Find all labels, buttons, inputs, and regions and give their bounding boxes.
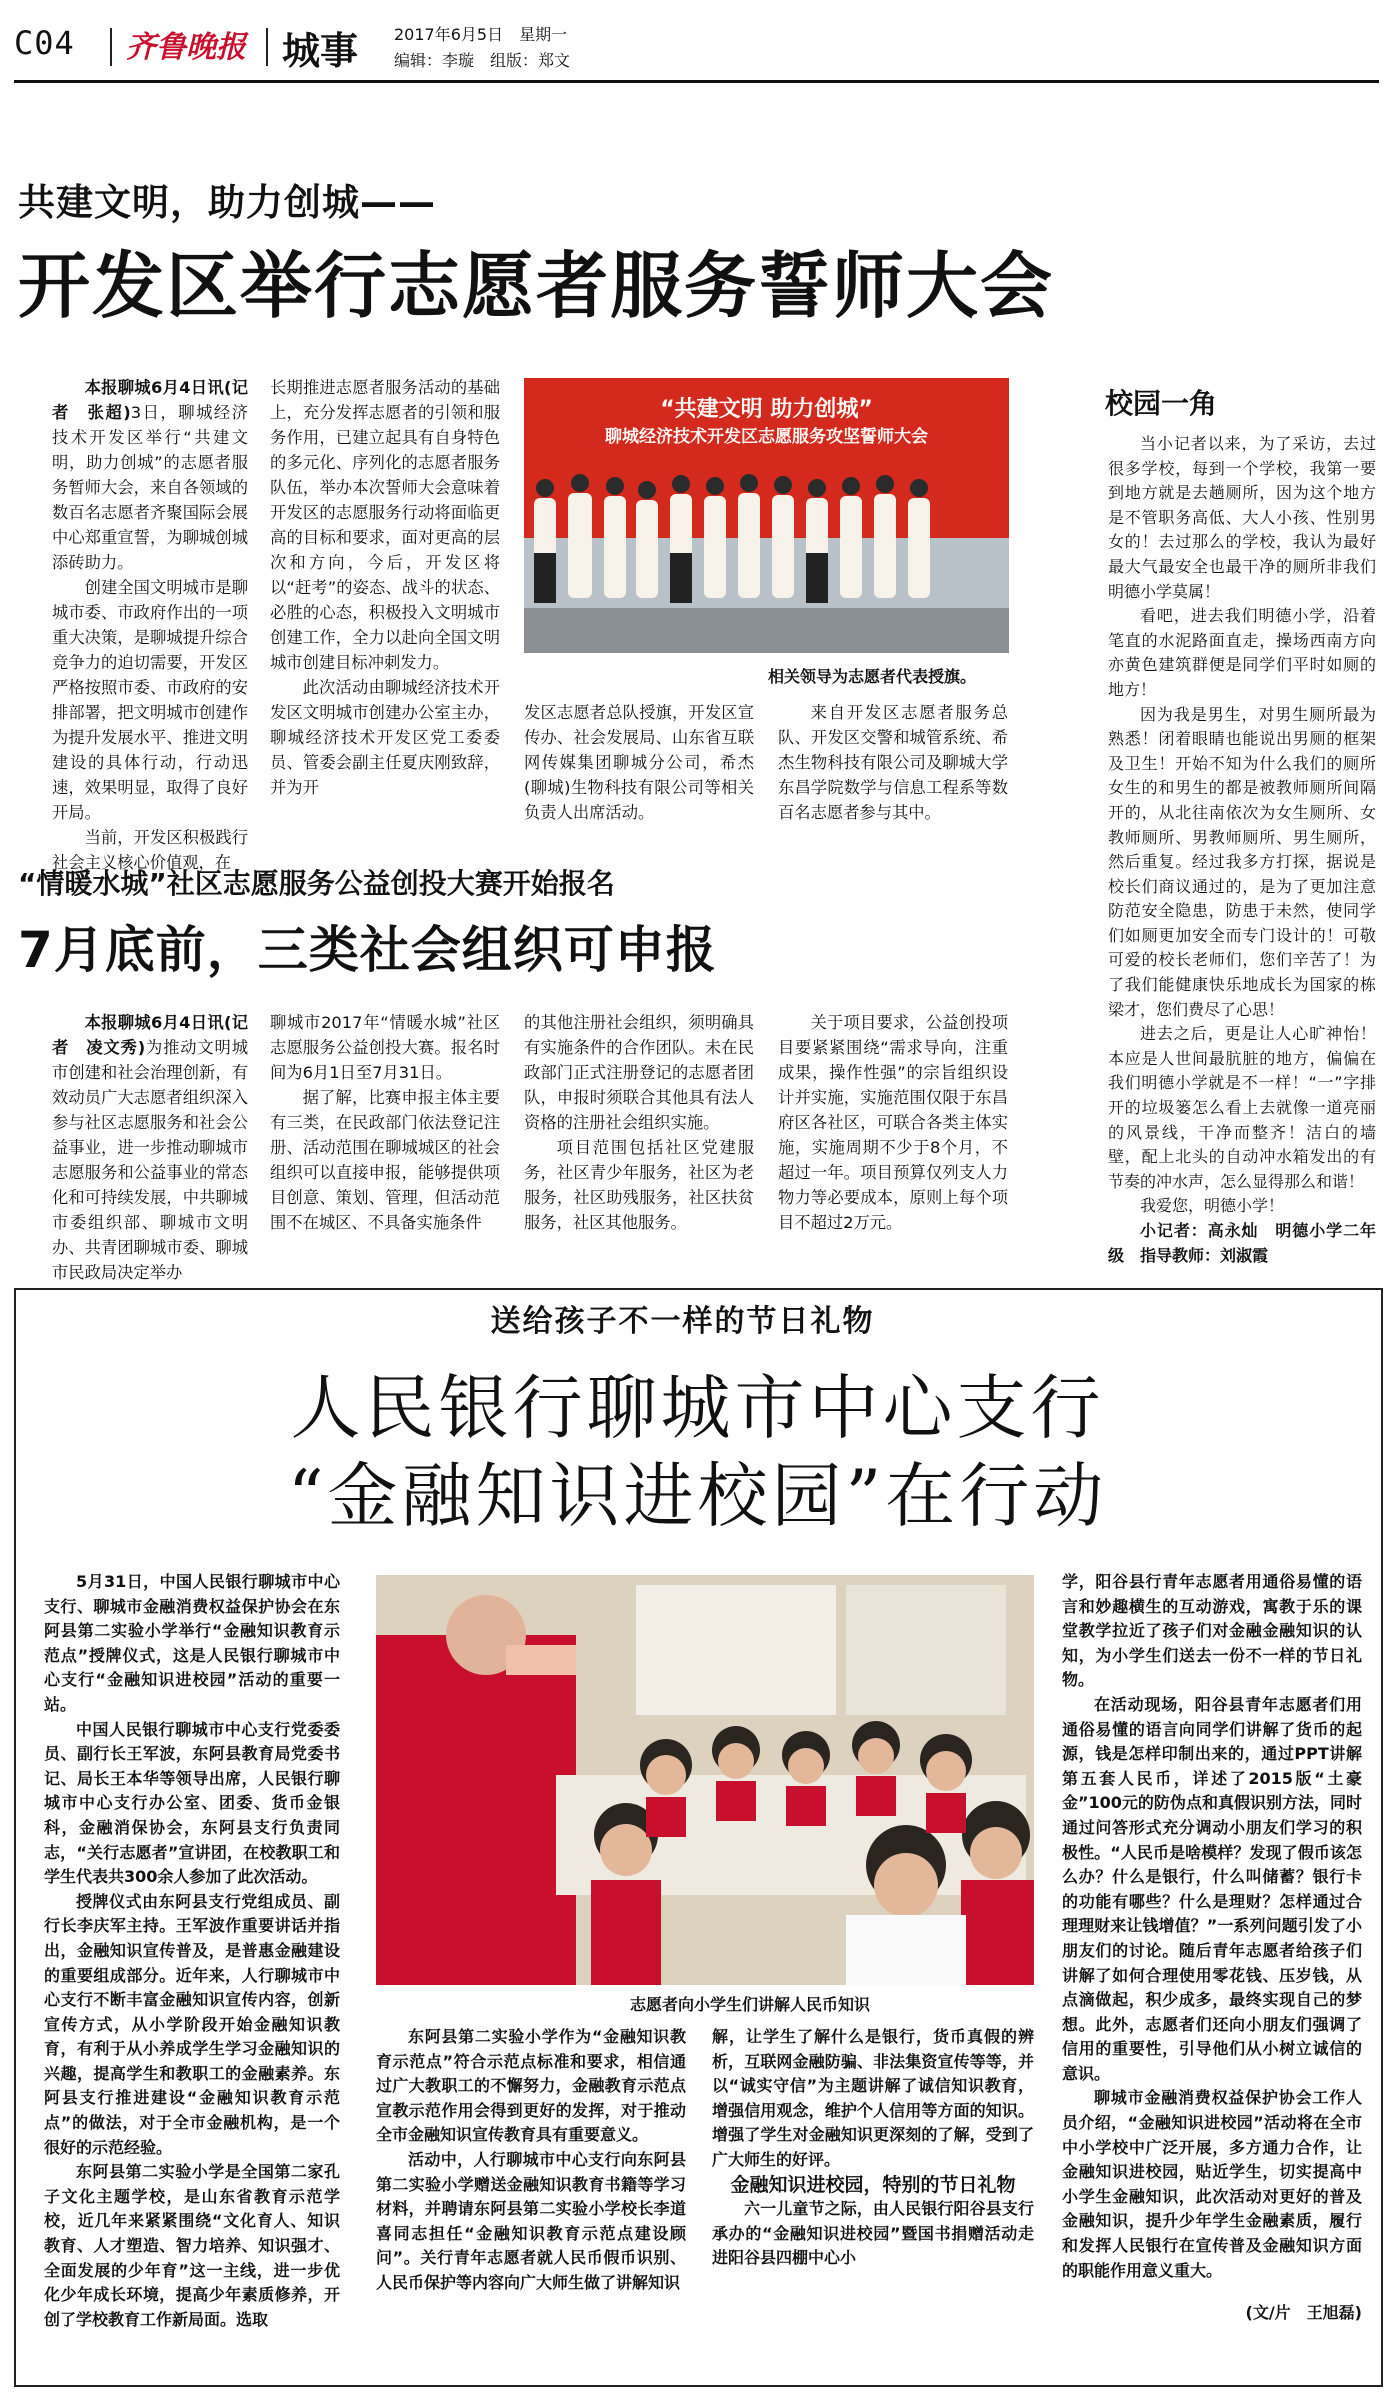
bank-feature-para: 中国人民银行聊城市中心支行党委委员、副行长王军波，东阿县教育局党委书记、局长王本华等领导出席，人民银行聊城市中心支行办公室、团委、货币金银科，金融消保协会，东阿县支行负责同志，“关行志愿者”宣讲团，在校教职工和学生代表共300余人参加了此次活动。 — [44, 1719, 340, 1887]
bank-feature-para: 5月31日，中国人民银行聊城市中心支行、聊城市金融消费权益保护协会在东阿县第二实验小学举行“金融知识教育示范点”授牌仪式，这是人民银行聊城市中心支行“金融知识进校园”活动的重要一站。 — [44, 1572, 340, 1714]
story2-column-3 — [524, 1010, 754, 1235]
divider — [266, 28, 268, 66]
bank-feature-para: 活动中，人行聊城市中心支行向东阿县第二实验小学赠送金融知识教育书籍等学习材料，并聘请东阿县第二实验小学校长李道喜同志担任“金融知识教育示范点建设顾问”。关行青年志愿者就人民币假币识别、人民币保护等内容向广大师生做了讲解知识 — [376, 2149, 686, 2292]
story1-photo-caption: 相关领导为志愿者代表授旗。 — [768, 667, 977, 686]
section-name: 城事 — [282, 29, 359, 73]
story1-kicker: 共建文明，助力创城—— — [18, 181, 436, 224]
bank-feature-para: 学，阳谷县行青年志愿者用通俗易懂的语言和妙趣横生的互动游戏，寓教于乐的课堂教学拉近了孩子们对金融金融知识的认知，为小学生们送去一份不一样的节日礼物。 — [1062, 1572, 1362, 1690]
story2-kicker: “情暖水城”社区志愿服务公益创投大赛开始报名 — [18, 867, 615, 900]
page-header — [14, 18, 1379, 76]
bank-feature-kicker: 送给孩子不一样的节日礼物 — [490, 1304, 875, 1339]
bank-feature-photo — [376, 1575, 1034, 1985]
bank-feature-photo-caption: 志愿者向小学生们讲解人民币知识 — [630, 1995, 871, 2014]
page-number: C04 — [14, 24, 75, 62]
bank-feature-byline: (文/片 王旭磊) — [1245, 2303, 1362, 2323]
divider — [110, 28, 112, 66]
editor-credits: 编辑：李璇 组版：郑文 — [394, 51, 571, 70]
story1-column-3 — [524, 700, 754, 825]
story1-dateline: 本报聊城6月4日讯(记者 张超) — [52, 378, 248, 422]
bank-feature-title-line1: 人民银行聊城市中心支行 — [290, 1367, 1105, 1449]
story2-para: 聊城市2017年“情暖水城”社区志愿服务公益创投大赛。报名时间为6月1日至7月31日。 — [270, 1013, 500, 1082]
story2-column-1 — [52, 1010, 248, 1285]
header-rule — [14, 80, 1379, 83]
sidebar-para: 进去之后，更是让人心旷神怡！本应是人世间最肮脏的地方，偏偏在我们明德小学就是不一样！“一”字排开的垃圾篓怎么看上去就像一道亮丽的风景线，干净而整齐！洁白的墙壁，配上北头的自动冲水箱发出的有节奏的冲水声，怎么显得那么和谐！ — [1108, 1024, 1376, 1191]
bank-feature-para: 授牌仪式由东阿县支行党组成员、副行长李庆军主持。王军波作重要讲话并指出，金融知识宣传普及，是普惠金融建设的重要组成部分。近年来，人行聊城市中心支行不断丰富金融知识宣传内容，创新宣传方式，从小学阶段开始金融知识教育，有利于从小养成学生学习金融知识的兴趣，提高学生和教职工的金融素养。东阿县支行推进建设“金融知识教育示范点”的做法，对于全市金融机构，是一个很好的示范经验。 — [44, 1891, 340, 2157]
bank-feature-column-4 — [1062, 1570, 1362, 2326]
story1-column-1 — [52, 375, 248, 875]
newspaper-logo: 齐鲁晚报 — [126, 30, 246, 65]
story1-photo — [524, 378, 1009, 653]
story2-dateline: 本报聊城6月4日讯(记者 凌文秀) — [52, 1013, 248, 1057]
story2-column-2 — [270, 1010, 500, 1235]
story1-para: 发区志愿者总队授旗，开发区宣传办、社会发展局、山东省互联网传媒集团聊城分公司，希杰(聊城)生物科技有限公司等相关负责人出席活动。 — [524, 703, 754, 822]
story1-para: 当前，开发区积极践行社会主义核心价值观，在 — [52, 828, 248, 872]
sidebar-para: 当小记者以来，为了采访，去过很多学校，每到一个学校，我第一要到地方就是去趟厕所，因为这个地方是不管职务高低、大人小孩、性别男女的！去过那么的学校，我认为最好最大气最安全也最干净的厕所非我们明德小学莫属！ — [1108, 434, 1376, 601]
sidebar-column — [1108, 432, 1376, 1268]
story2-para: 的其他注册社会组织，须明确具有实施条件的合作团队。未在民政部门正式注册登记的志愿者团队，申报时须联合其他具有法人资格的注册社会组织实施。 — [524, 1013, 754, 1132]
sidebar-para: 看吧，进去我们明德小学，沿着笔直的水泥路面直走，操场西南方向亦黄色建筑群便是同学们平时如厕的地方！ — [1108, 606, 1376, 699]
bank-feature-title-line2: “金融知识进校园”在行动 — [287, 1455, 1108, 1537]
bank-feature-para: 六一儿童节之际，由人民银行阳谷县支行承办的“金融知识进校园”暨国书捐赠活动走进阳谷县四棚中心小 — [712, 2199, 1034, 2268]
story2-para: 项目范围包括社区党建服务，社区青少年服务，社区为老服务，社区助残服务，社区扶贫服务，社区其他服务。 — [524, 1138, 754, 1232]
sidebar-title: 校园一角 — [1105, 387, 1218, 420]
bank-feature-subhead: 金融知识进校园，特别的节日礼物 — [730, 2173, 1016, 2196]
photo-banner-line2: 聊城经济技术开发区志愿服务攻坚誓师大会 — [605, 427, 928, 447]
story1-para: 来自开发区志愿者服务总队、开发区交警和城管系统、希杰生物科技有限公司及聊城大学东昌学院数学与信息工程系等数百名志愿者参与其中。 — [778, 703, 1008, 822]
story1-lead-para: 本报聊城6月4日讯(记者 张超)3日，聊城经济技术开发区举行“共建文明，助力创城”的志愿者服务暂师大会，来自各领域的数百名志愿者齐聚国际会展中心郑重宣誓，为聊城创城添砖助力。 — [52, 378, 248, 572]
bank-feature-column-2 — [376, 2025, 686, 2296]
bank-feature-para: 在活动现场，阳谷县青年志愿者们用通俗易懂的语言向同学们讲解了货币的起源，钱是怎样印制出来的，通过PPT讲解第五套人民币，详述了2015版“土豪金”100元的防伪点和真假识别方法，同时通过问答形式充分调动小朋友们学习的积极性。“人民币是啥模样？发现了假币该怎么办？什么是银行，什么叫储蓄？银行卡的功能有哪些？什么是理财？怎样通过合理理财来让钱增值？”一系列问题引发了小朋友们的讨论。随后青年志愿者给孩子们讲解了如何合理使用零花钱、压岁钱，从点滴做起，积少成多，最终实现自己的梦想。此外，志愿者们还向小朋友们强调了信用的重要性，引导他们从小树立诚信的意识。 — [1062, 1694, 1362, 2083]
classroom-image — [376, 1575, 1034, 1985]
bank-feature-para: 东阿县第二实验小学作为“金融知识教育示范点”符合示范点标准和要求，相信通过广大教职工的不懈努力，金融教育示范点宣教示范作用会得到更好的发挥，对于推动全市金融知识宣传教育具有重要意义。 — [376, 2027, 686, 2145]
story1-column-4 — [778, 700, 1008, 825]
story2-lead-para: 本报聊城6月4日讯(记者 凌文秀)为推动文明城市创建和社会治理创新，有效动员广大志愿者组织深入参与社区志愿服务和社会公益事业，进一步推动聊城市志愿服务和公益事业的常态化和可持续发展，中共聊城市委组织部、聊城市文明办、共青团聊城市委、聊城市民政局决定举办 — [52, 1013, 248, 1282]
bank-feature-column-1 — [44, 1570, 340, 2332]
sidebar-para: 因为我是男生，对男生厕所最为熟悉！闭着眼睛也能说出男厕的框架及卫生！开始不知为什么我们的厕所女生的和男生的都是被教师厕所间隔开的，从北往南依次为女生厕所、女教师厕所、男教师厕所、男生厕所，然后重复。经过我多方打探，据说是校长们商议通过的，是为了更加注意防范安全隐患，防患于未然，使同学们如厕更加安全而专门设计的！可敬可爱的校长老师们，您们辛苦了！为了我们能健康快乐地成长为国家的栋梁才，您们费尽了心思！ — [1108, 704, 1376, 1019]
sidebar-byline: 小记者：高永灿 明德小学二年级 指导教师：刘淑霞 — [1108, 1221, 1376, 1265]
story1-column-2 — [270, 375, 500, 800]
story2-column-4 — [778, 1010, 1008, 1235]
sidebar-para: 我爱您，明德小学！ — [1140, 1196, 1285, 1216]
story1-para: 此次活动由聊城经济技术开发区文明城市创建办公室主办，聊城经济技术开发区党工委委员、管委会副主任夏庆刚致辞，并为开 — [270, 678, 500, 797]
story2-para: 据了解，比赛申报主体主要有三类，在民政部门依法登记注册、活动范围在聊城城区的社会组织可以直接申报，能够提供项目创意、策划、管理，但活动范围不在城区、不具备实施条件 — [270, 1088, 500, 1232]
story1-headline: 开发区举行志愿者服务誓师大会 — [18, 244, 1055, 328]
story1-para: 创建全国文明城市是聊城市委、市政府作出的一项重大决策，是聊城提升综合竞争力的迫切需要，开发区严格按照市委、市政府的安排部署，把文明城市创建作为提升发展水平、推进文明建设的具体行动，行动迅速，效果明显，取得了良好开局。 — [52, 578, 248, 822]
bank-feature-para: 解，让学生了解什么是银行，货币真假的辨析，互联网金融防骗、非法集资宣传等等，并以“诚实守信”为主题讲解了诚信知识教育，增强信用观念，维护个人信用等方面的知识。增强了学生对金融知识更深刻的了解，受到了广大师生的好评。 — [712, 2027, 1034, 2169]
bank-feature-column-3 — [712, 2025, 1034, 2271]
bank-feature-para: 东阿县第二实验小学是全国第二家孔子文化主题学校，是山东省教育示范学校，近几年来紧紧围绕“文化育人、知识教育、人才塑造、智力培养、知识强才、全面发展的少年育”这一主线，进一步优化少年成长环境，提高少年素质修养，开创了学校教育工作新局面。选取 — [44, 2162, 340, 2329]
story2-para: 关于项目要求，公益创投项目要紧紧围绕“需求导向，注重成果，操作性强”的宗旨组织设计并实施，实施范围仅限于东昌府区各社区，可联合各类主体实施，实施周期不少于8个月，不超过一年。项目预算仅列支人力物力等必要成本，原则上每个项目不超过2万元。 — [778, 1013, 1008, 1232]
story1-para: 长期推进志愿者服务活动的基础上，充分发挥志愿者的引领和服务作用，已建立起具有自身特色的多元化、序列化的志愿者服务队伍，举办本次誓师大会意味着开发区的志愿服务行动将面临更高的目标和要求，面对更高的层次和方向，今后，开发区将以“赶考”的姿态、战斗的状态、必胜的心态，积极投入文明城市创建工作，全力以赴向全国文明城市创建目标冲刺发力。 — [270, 378, 500, 672]
issue-date: 2017年6月5日 星期一 — [394, 25, 568, 44]
photo-banner-line1: “共建文明 助力创城” — [660, 397, 873, 422]
bank-feature-para: 聊城市金融消费权益保护协会工作人员介绍，“金融知识进校园”活动将在全市中小学校中广泛开展，多方通力合作，让金融知识进校园，贴近学生，切实提高中小学生金融知识，此次活动对更好的普及金融知识，提升少年学生金融素质，履行和发挥人民银行在宣传普及金融知识方面的职能作用意义重大。 — [1062, 2088, 1362, 2280]
story2-headline: 7月底前，三类社会组织可申报 — [18, 921, 717, 979]
